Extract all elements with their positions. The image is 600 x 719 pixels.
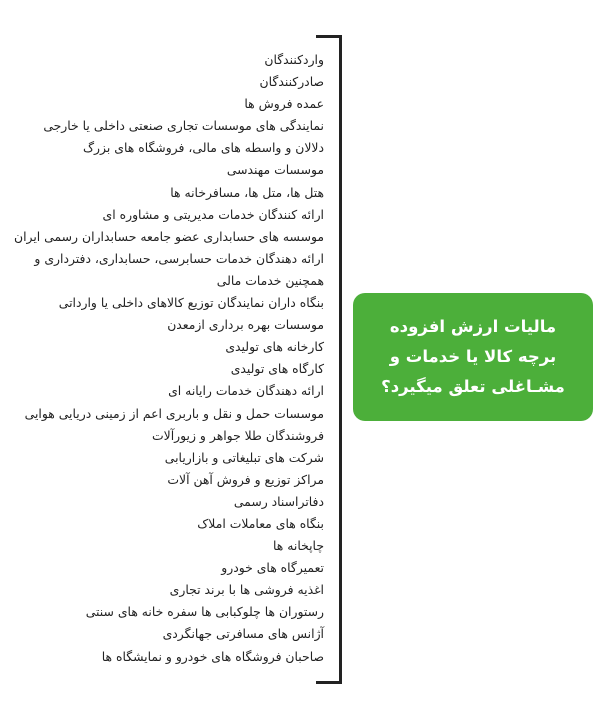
list-item: ارائه دهندگان خدمات حسابرسی، حسابداری، دفترداری و	[34, 250, 324, 266]
list-item: کارگاه های تولیدی	[230, 361, 324, 377]
list-item: موسسه های حسابداری عضو جامعه حسابداران رسمی ایران	[13, 228, 324, 244]
list-item: فروشندگان طلا جواهر و زیورآلات	[152, 427, 324, 443]
list-item: صادرکنندگان	[259, 74, 324, 90]
list-item: تعمیرگاه های خودرو	[221, 560, 324, 576]
list-item: آژانس های مسافرتی جهانگردی	[162, 626, 324, 642]
list-item: موسسات مهندسی	[226, 162, 324, 178]
list-item: رستوران ها چلوکبابی ها سفره خانه های سنتی	[85, 604, 324, 620]
list-item: واردکنندگان	[264, 52, 324, 67]
list-item: شرکت های تبلیغاتی و بازاریابی	[164, 449, 324, 465]
list-item: دلالان و واسطه های مالی، فروشگاه های بزرگ	[82, 140, 324, 156]
list-item: موسسات حمل و نقل و باربری اعم از زمینی دریایی هوایی	[24, 405, 324, 421]
list-item: بنگاه داران نمایندگان توزیع کالاهای داخلی یا وارداتی	[58, 295, 324, 311]
list-item: دفاتراسناد رسمی	[233, 493, 324, 509]
business-list	[4, 49, 324, 668]
list-item: کارخانه های تولیدی	[225, 339, 324, 355]
list-item: همچنین خدمات مالی	[216, 272, 324, 288]
list-item: ارائه کنندگان خدمات مدیریتی و مشاوره ای	[102, 206, 324, 222]
list-item: عمده فروش ها	[244, 96, 324, 112]
list-item: چاپخانه ها	[273, 538, 324, 554]
list-item: بنگاه های معاملات املاک	[197, 515, 324, 531]
question-callout	[353, 293, 593, 421]
callout-title: مالیات ارزش افزوده برچه کالا یا خدمات و مشـاغلی تعلق میگیرد؟	[381, 317, 565, 396]
list-item: صاحبان فروشگاه های خودرو و نمایشگاه ها	[101, 648, 324, 664]
list-item: مراکز توزیع و فروش آهن آلات	[167, 471, 324, 487]
list-item: موسسات بهره برداری ازمعدن	[167, 317, 324, 333]
list-item: هتل ها، متل ها، مسافرخانه ها	[170, 184, 324, 200]
list-item: اغذیه فروشی ها با برند تجاری	[169, 582, 324, 598]
list-item: ارائه دهندگان خدمات رایانه ای	[168, 383, 324, 399]
list-item: نمایندگی های موسسات تجاری صنعتی داخلی یا خارجی	[43, 118, 324, 134]
